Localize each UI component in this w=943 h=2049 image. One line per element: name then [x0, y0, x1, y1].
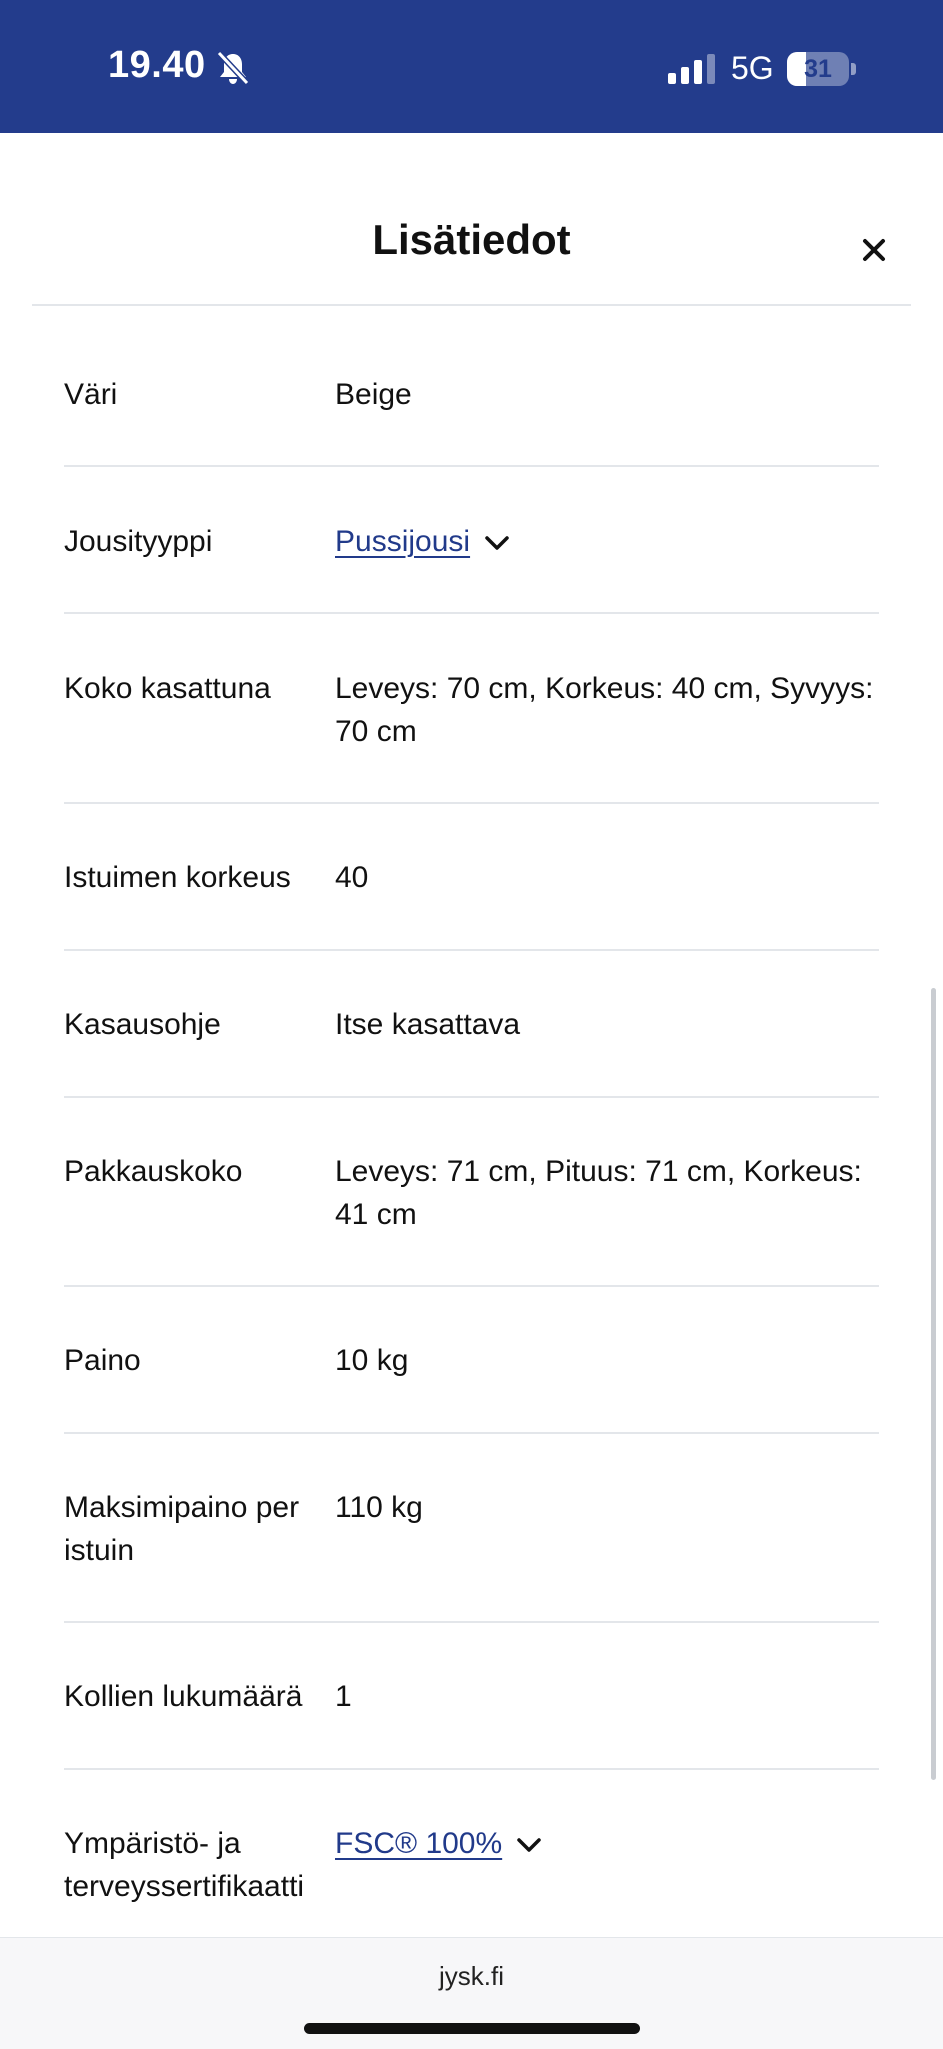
- battery-icon: [787, 52, 857, 86]
- sheet-header: [0, 133, 943, 305]
- cellular-signal-icon: [668, 54, 716, 84]
- detail-label: Väri: [64, 378, 118, 411]
- row-divider: [64, 1621, 879, 1623]
- row-divider: [64, 1096, 879, 1098]
- detail-value: Leveys: 70 cm, Korkeus: 40 cm, Syvyys: 70 cm: [335, 672, 874, 748]
- scrollbar[interactable]: [931, 988, 936, 1780]
- detail-label: Ympäristö- ja terveyssertifikaatti: [64, 1827, 305, 1903]
- detail-value: Itse kasattava: [335, 1008, 521, 1041]
- detail-value: 110 kg: [335, 1491, 423, 1524]
- browser-bar: [0, 1937, 943, 2049]
- detail-label: Koko kasattuna: [64, 672, 271, 705]
- battery-level: 31: [804, 55, 832, 83]
- detail-label: Maksimipaino per istuin: [64, 1491, 300, 1567]
- header-divider: [32, 304, 911, 306]
- detail-value: [335, 1822, 879, 1865]
- detail-label: Jousityyppi: [64, 525, 213, 558]
- detail-value-link[interactable]: FSC® 100%: [335, 1827, 503, 1860]
- row-divider: [64, 1432, 879, 1434]
- detail-value: [335, 520, 879, 563]
- row-divider: [64, 1285, 879, 1287]
- detail-label: Istuimen korkeus: [64, 861, 291, 894]
- detail-value-link[interactable]: Pussijousi: [335, 525, 471, 558]
- detail-value: 1: [335, 1680, 352, 1713]
- url-display[interactable]: jysk.fi: [439, 1961, 504, 1991]
- detail-value: Beige: [335, 378, 412, 411]
- row-divider: [64, 802, 879, 804]
- network-type: 5G: [731, 50, 774, 86]
- chevron-down-icon[interactable]: [516, 1837, 542, 1853]
- detail-value: Leveys: 71 cm, Pituus: 71 cm, Korkeus: 41 cm: [335, 1155, 862, 1231]
- status-time: 19.40: [108, 44, 206, 86]
- home-indicator: [304, 2023, 640, 2034]
- detail-value: 40: [335, 861, 369, 894]
- bell-slash-icon: [216, 50, 250, 86]
- row-divider: [64, 465, 879, 467]
- close-icon[interactable]: [852, 228, 896, 272]
- detail-label: Paino: [64, 1344, 141, 1377]
- sheet-title: Lisätiedot: [372, 216, 571, 263]
- status-bar: [0, 0, 943, 133]
- row-divider: [64, 949, 879, 951]
- row-divider: [64, 1768, 879, 1770]
- details-sheet: [0, 133, 943, 1937]
- detail-label: Kollien lukumäärä: [64, 1680, 303, 1713]
- detail-value: 10 kg: [335, 1344, 409, 1377]
- chevron-down-icon[interactable]: [484, 535, 510, 551]
- detail-label: Pakkauskoko: [64, 1155, 243, 1188]
- row-divider: [64, 612, 879, 614]
- detail-label: Kasausohje: [64, 1008, 221, 1041]
